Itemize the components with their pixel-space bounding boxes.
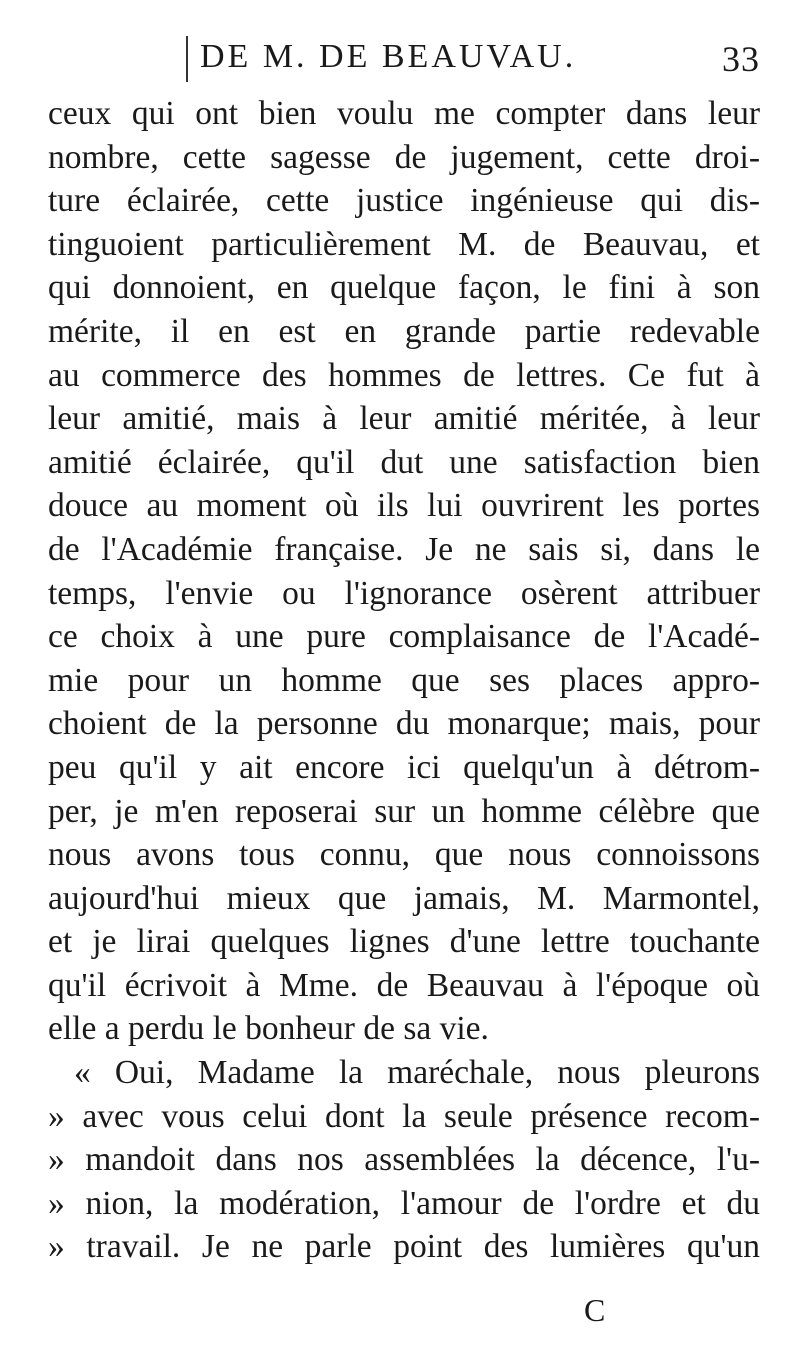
text-line: choient de la personne du monarque; mais, pour xyxy=(48,705,760,743)
page-number: 33 xyxy=(722,39,760,79)
text-line: nous avons tous connu, que nous connoissons xyxy=(48,836,760,874)
quote-line: » nion, la modération, l'amour de l'ordre et du xyxy=(48,1184,760,1222)
text-line: de l'Académie française. Je ne sais si, dans le xyxy=(48,530,760,568)
quote-line: « Oui, Madame la maréchale, nous pleurons xyxy=(74,1054,760,1092)
text-line: qu'il écrivoit à Mme. de Beauvau à l'époque où xyxy=(48,966,760,1004)
quote-line: » avec vous celui dont la seule présence recom- xyxy=(48,1097,760,1135)
text-line: amitié éclairée, qu'il dut une satisfaction bien xyxy=(48,443,760,481)
text-line: ture éclairée, cette justice ingénieuse qui dis- xyxy=(48,182,760,220)
text-line: ceux qui ont bien voulu me compter dans leur xyxy=(48,95,760,132)
signature-mark: C xyxy=(584,1292,606,1328)
text-line: tinguoient particulièrement M. de Beauvau, et xyxy=(48,225,760,263)
text-line: mie pour un homme que ses places appro- xyxy=(48,661,760,699)
header-rule xyxy=(186,36,188,82)
text-line: ce choix à une pure complaisance de l'Acadé- xyxy=(48,618,760,656)
text-line: mérite, il en est en grande partie redevable xyxy=(48,312,760,350)
text-line: per, je m'en reposerai sur un homme célèbre que xyxy=(48,792,760,830)
running-title: DE M. DE BEAUVAU. xyxy=(200,38,577,75)
quote-line: » mandoit dans nos assemblées la décence, l'u- xyxy=(48,1141,760,1179)
text-line: qui donnoient, en quelque façon, le fini à son xyxy=(48,269,760,307)
body-text xyxy=(48,92,760,1269)
text-line: elle a perdu le bonheur de sa vie. xyxy=(48,1010,489,1048)
text-line: nombre, cette sagesse de jugement, cette droi- xyxy=(48,138,760,176)
text-line: au commerce des hommes de lettres. Ce fut à xyxy=(48,356,760,394)
quote-line: » travail. Je ne parle point des lumières qu'un xyxy=(48,1228,760,1266)
page-header xyxy=(0,30,800,90)
text-line: et je lirai quelques lignes d'une lettre touchante xyxy=(48,923,760,961)
text-line: temps, l'envie ou l'ignorance osèrent attribuer xyxy=(48,574,760,612)
text-line: douce au moment où ils lui ouvrirent les portes xyxy=(48,487,760,525)
text-line: peu qu'il y ait encore ici quelqu'un à détrom- xyxy=(48,748,760,786)
text-line: leur amitié, mais à leur amitié méritée, à leur xyxy=(48,400,760,438)
text-line: aujourd'hui mieux que jamais, M. Marmontel, xyxy=(48,879,760,917)
